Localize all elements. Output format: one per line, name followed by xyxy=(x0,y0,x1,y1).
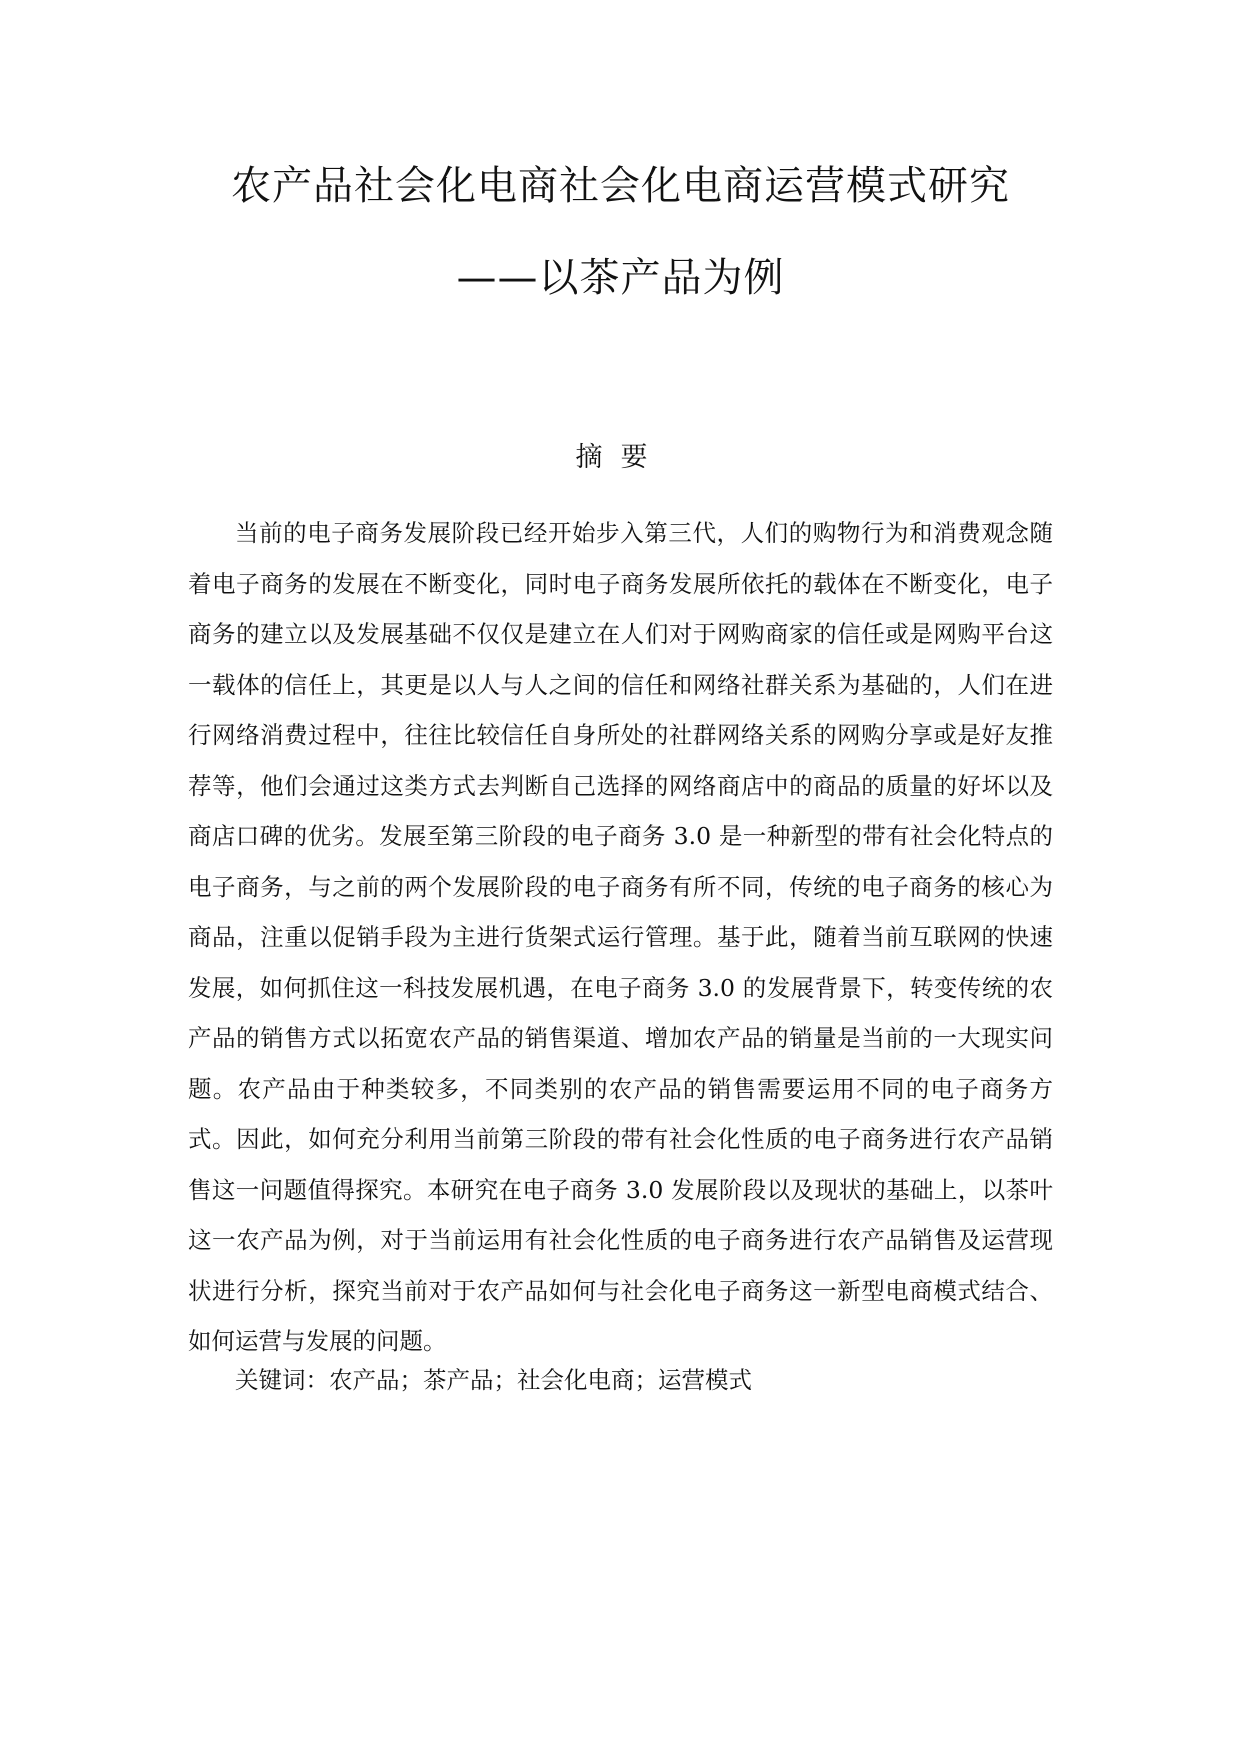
paper-subtitle: ——以茶产品为例 xyxy=(456,255,785,301)
paper-title: 农产品社会化电商社会化电商运营模式研究 xyxy=(231,163,1010,209)
abstract-body: 当前的电子商务发展阶段已经开始步入第三代，人们的购物行为和消费观念随着电子商务的发展在不断变化，同时电子商务发展所依托的载体在不断变化，电子商务的建立以及发展基础不仅仅是建立在人们对于网购商家的信任或是网购平台这一载体的信任上，其更是以人与人之间的信任和网络社群关系为基础的，人们在进行网络消费过程中，往往比较信任自身所处的社群网络关系的网购分享或是好友推荐等，他们会通过这类方式去判断自己选择的网络商店中的商品的质量的好坏以及商店口碑的优劣。发展至第三阶段的电子商务 3.0 是一种新型的带有社会化特点的电子商务，与之前的两个发展阶段的电子商务有所不同，传统的电子商务的核心为商品，注重以促销手段为主进行货架式运行管理。基于此，随着当前互联网的快速发展，如何抓住这一科技发展机遇，在电子商务 3.0 的发展背景下，转变传统的农产品的销售方式以拓宽农产品的销售渠道、增加农产品的销量是当前的一大现实问题。农产品由于种类较多，不同类别的农产品的销售需要运用不同的电子商务方式。因此，如何充分利用当前第三阶段的带有社会化性质的电子商务进行农产品销售这一问题值得探究。本研究在电子商务 3.0 发展阶段以及现状的基础上，以茶叶这一农产品为例，对于当前运用有社会化性质的电子商务进行农产品销售及运营现状进行分析，探究当前对于农产品如何与社会化电子商务这一新型电商模式结合、如何运营与发展的问题。 xyxy=(188,519,1053,1355)
keywords-line: 关键词：农产品；茶产品；社会化电商；运营模式 xyxy=(235,1366,752,1394)
abstract-heading: 摘要 xyxy=(575,442,666,473)
